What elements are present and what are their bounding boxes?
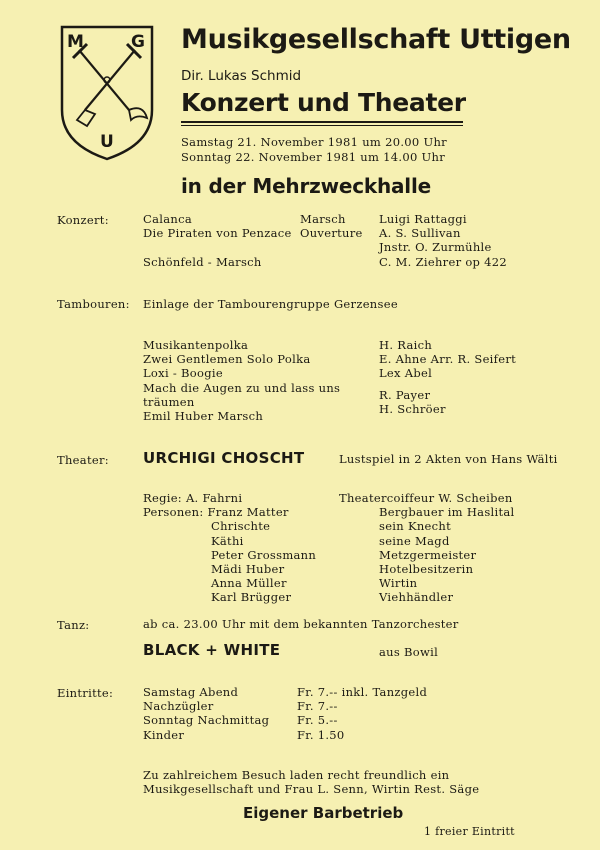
list-item: Karl Brügger <box>211 590 292 605</box>
list-item: Metzgermeister <box>379 547 477 562</box>
list-item <box>379 381 516 388</box>
list-item: Kinder <box>143 727 185 742</box>
tanz-text: ab ca. 23.00 Uhr mit dem bekannten Tanzorchester <box>143 617 459 631</box>
list-item: R. Payer <box>379 387 431 402</box>
list-item: Emil Huber Marsch <box>143 408 264 423</box>
konzert-types <box>300 212 363 240</box>
konzert-titles <box>143 212 292 269</box>
list-item: Käthi <box>211 533 244 548</box>
list-item: Wirtin <box>379 576 418 591</box>
list-item: E. Ahne Arr. R. Seifert <box>379 352 517 367</box>
list-item: Anna Müller <box>211 576 287 591</box>
date-saturday: Samstag 21. November 1981 um 20.00 Uhr <box>181 135 447 149</box>
eintritte-prices <box>297 685 427 742</box>
list-item: Lex Abel <box>379 366 433 381</box>
tanz-band: BLACK + WHITE <box>143 641 281 659</box>
closing-line: Musikgesellschaft und Frau L. Senn, Wirtin Rest. Säge <box>143 782 480 797</box>
bar-notice: Eigener Barbetrieb <box>243 804 404 822</box>
logo-shield <box>57 22 157 162</box>
list-item: Fr. 1.50 <box>297 727 345 742</box>
list-item: Luigi Rattaggi <box>379 212 467 226</box>
list-item: Fr. 7.-- inkl. Tanzgeld <box>297 685 428 699</box>
list-item: Regie: A. Fahrni <box>143 491 243 505</box>
list-item: Musikantenpolka <box>143 338 249 352</box>
tambouren-pieces <box>143 338 340 423</box>
tanz-label: Tanz: <box>57 618 90 632</box>
list-item: H. Schröer <box>379 401 446 416</box>
list-item: Die Piraten von Penzace <box>143 226 292 241</box>
list-item: Zwei Gentlemen Solo Polka <box>143 352 311 367</box>
list-item: Peter Grossmann <box>211 547 317 562</box>
page-title: Musikgesellschaft Uttigen <box>181 24 571 55</box>
list-item: Viehhändler <box>379 590 454 605</box>
tambouren-text: Einlage der Tambourengruppe Gerzensee <box>143 297 398 311</box>
list-item: Personen: Franz Matter <box>143 505 289 520</box>
list-item: Ouverture <box>300 226 363 241</box>
list-item: Chrischte <box>211 519 271 534</box>
subtitle-underline <box>181 121 463 123</box>
list-item: träumen <box>143 394 195 409</box>
list-item: Jnstr. O. Zurmühle <box>379 240 492 255</box>
footer-note: 1 freier Eintritt <box>424 825 515 838</box>
list-item: Sonntag Nachmittag <box>143 713 270 728</box>
list-item: H. Raich <box>379 338 433 352</box>
list-item: seine Magd <box>379 533 450 548</box>
theater-play-title: URCHIGI CHOSCHT <box>143 449 305 467</box>
list-item: A. S. Sullivan <box>379 226 461 241</box>
theater-description: Lustspiel in 2 Akten von Hans Wälti <box>339 452 558 466</box>
list-item: C. M. Ziehrer op 422 <box>379 254 508 269</box>
eintritte-label: Eintritte: <box>57 686 114 700</box>
list-item: Nachzügler <box>143 699 214 714</box>
list-item: Calanca <box>143 212 192 226</box>
subtitle: Konzert und Theater <box>181 88 466 117</box>
list-item: sein Knecht <box>379 519 452 534</box>
list-item: Bergbauer im Haslital <box>379 505 515 520</box>
tambouren-composers <box>379 338 516 416</box>
closing-line: Zu zahlreichem Besuch laden recht freundlich ein <box>143 768 450 782</box>
list-item <box>143 240 292 254</box>
theater-roles <box>379 505 515 604</box>
tambouren-label: Tambouren: <box>57 297 130 311</box>
director: Dir. Lukas Schmid <box>181 68 302 84</box>
list-item: Mädi Huber <box>211 561 285 576</box>
closing-invitation <box>143 768 479 796</box>
theater-label: Theater: <box>57 453 109 467</box>
theater-coiffeur: Theatercoiffeur W. Scheiben <box>339 491 513 505</box>
logo-letter-tr: G <box>131 32 145 52</box>
venue: in der Mehrzweckhalle <box>181 174 431 198</box>
list-item: Samstag Abend <box>143 685 239 699</box>
list-item: Fr. 7.-- <box>297 699 338 714</box>
logo-letter-bottom: U <box>100 132 114 152</box>
list-item: Marsch <box>300 212 346 226</box>
list-item: Hotelbesitzerin <box>379 561 474 576</box>
subtitle-underline-2 <box>181 125 463 126</box>
logo-letter-tl: M <box>67 32 84 52</box>
konzert-composers <box>379 212 507 269</box>
theater-actors <box>211 519 316 604</box>
eintritte-items <box>143 685 269 742</box>
list-item: Schönfeld - Marsch <box>143 254 262 269</box>
tanz-origin: aus Bowil <box>379 645 439 659</box>
list-item: Fr. 5.-- <box>297 713 338 728</box>
list-item: Loxi - Boogie <box>143 366 223 381</box>
list-item: Mach die Augen zu und lass uns <box>143 380 341 395</box>
date-sunday: Sonntag 22. November 1981 um 14.00 Uhr <box>181 150 446 164</box>
theater-left <box>143 491 289 519</box>
konzert-label: Konzert: <box>57 213 109 227</box>
